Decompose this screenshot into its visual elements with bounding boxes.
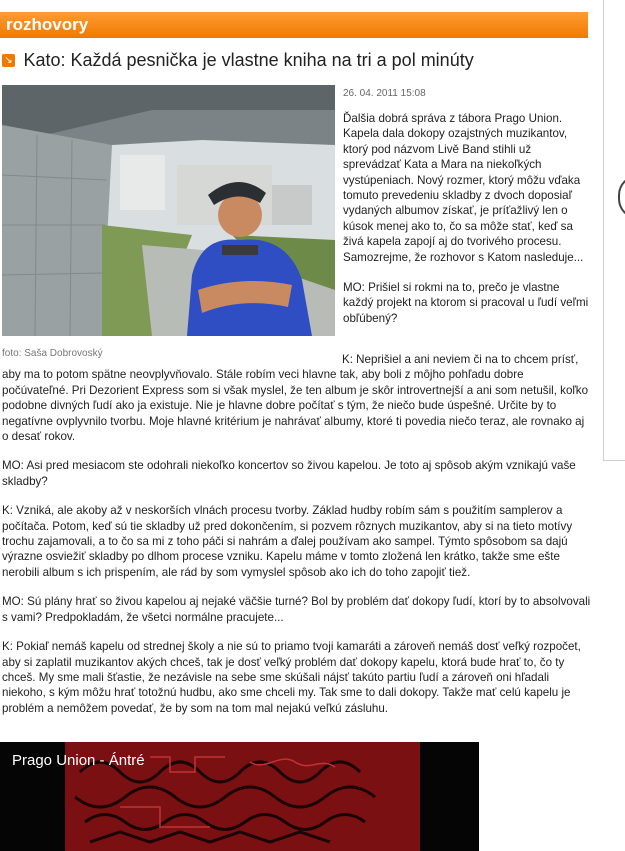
article-body [2,352,592,730]
photo-credit: foto: Saša Dobrovoský [2,348,103,359]
sidebar-partial-icon [618,175,625,219]
question-1: MO: Prišiel si rokmi na to, prečo je vlastne každý projekt na ktorom si pracoval u ľudí veľmi obľúbený? [343,281,589,325]
article-date: 26. 04. 2011 15:08 [343,88,426,99]
video-player[interactable] [0,742,479,851]
question-2: MO: Asi pred mesiacom ste odohrali niekoľko koncertov so živou kapelou. Je toto aj spôsob akým vznikajú vaše skladby? [2,459,576,488]
section-title: rozhovory [6,15,89,34]
article-intro: Ďalšia dobrá správa z tábora Prago Union. Kapela dala dokopy ozajstných muzikantov, ktorý pod názvom Livě Band stihli už sprevádzať Kata a Mara na niekoľkých vystúpeniach. Nový rozmer, ktorý môžu vďaka tomuto prevedeniu skladby z dvoch doposiaľ vydaných albumov získať, je príťažlivý len o kúsok menej ako to, čo sa môže stať, keď sa živá kapela zapojí aj do tvorivého procesu. Samozrejme, že rozhovor s Katom nasleduje... [343,112,584,264]
right-sidebar-frame [603,0,625,461]
answer-1: K: Neprišiel a ani neviem či na to chcem prísť, aby ma to potom spätne neovplyvňovalo. Stále robím veci hlavne tak, aby boli z môjho pohľadu dobre počúvateľné. Pri Dezorient Express som si však myslel, že ten album je skôr introvertnejší a ani som netušil, koľko podobne divných ľudí ako ja existuje. Nie je hlavne dobre počítať s tým, že niečo bude úspešné. Určite by to negatívne ovplyvnilo tvorbu. Moje hlavné kritérium je nahrávať albumy, ktoré ti povedia niečo teraz, ale rovnako aj o desať rokov. [2,353,589,444]
question-3: MO: Sú plány hrať so živou kapelou aj nejaké väčšie turné? Bol by problém dať dokopy ľudí, ktorí by to absolvovali s vami? Predpokladám, že všetci normálne pracujete... [2,595,591,624]
video-title: Prago Union - Ántré [12,752,145,769]
answer-3: K: Pokiaľ nemáš kapelu od strednej školy a nie sú to priamo tvoji kamaráti a zároveň nemáš dosť veľký rozpočet, aby si zaplatil muzikantov akých chceš, tak je dosť veľký problém dať dokopy kapelu, ktorá bude hrať to, čo ty chceš. My sme mali šťastie, že nezávisle na sebe sme skúšali nájsť takúto partiu ľudí a zároveň oni hľadali niekoho, s kým môžu hrať totožnú hudbu, ako sme chceli my. Tak sme to dali dokopy. Takže mať celú kapelu je problém a nemôžem povedať, že by som na tom mal nejakú veľkú zásluhu. [2,640,581,715]
article-photo [2,85,335,336]
arrow-icon: ↘ [2,54,15,67]
answer-2: K: Vzniká, ale akoby až v neskorších vlnách procesu tvorby. Základ hudby robím sám s použitím samplerov a počítača. Potom, keď sú tie skladby už pred dokončením, si pozvem rôznych muzikantov, aby si na tieto motívy trochu zajamovali, a to čo sa mi z toho páči si nahrám a ďalej používam ako sampel. Týmto spôsobom sa dajú výrazne osviežiť skladby po dlhom procese vzniku. Kapelu máme v tomto zložená len krátko, takže sme ešte nerobili album s ich prispením, ale rád by som vymyslel spôsob ako ich do toho zapojiť tiež. [2,504,573,579]
article-headline [2,50,602,71]
section-header-bar [0,12,588,38]
article-intro-column [343,111,590,326]
article-title[interactable]: Kato: Každá pesnička je vlastne kniha na tri a pol minúty [23,50,474,70]
